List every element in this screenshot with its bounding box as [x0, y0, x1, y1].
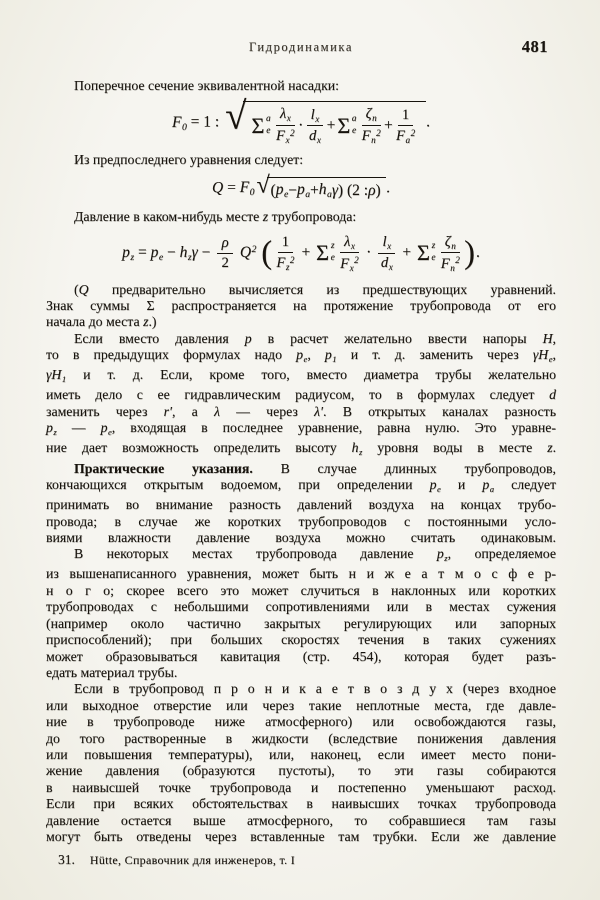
text-line: принимать во внимание разность давлений воздуха на концах трубо-	[46, 497, 556, 513]
text-line: $\gamma H_1$ и т. д. Если, кроме того, вместо диаметра трубы желательно	[46, 367, 556, 385]
text-line: могут быть отведены через вставленные там трубки. Если же давление	[46, 828, 556, 844]
text-line: Практические указания. В случае длинных трубопроводов,	[74, 460, 556, 476]
text-line: ние в трубопроводе ниже атмосферного) или освобождаются газы,	[46, 714, 556, 730]
text-line: до того растворенные в жидкости (вследствие понижения давления	[46, 730, 556, 746]
text-line: Если при всяких обстоятельствах в наивысших точках трубопровода	[46, 796, 556, 812]
formula-pressure-at-z: $p_z = p_e - h_z\gamma$ − $\frac{\rho}{2}$ $Q^2$ ( $\frac{1}{F_z^2}$ + Σ z e $\frac{\lambda_x}{F_x^2}$ · $\frac{l_x}{d_x}$ + Σ z e $\frac{\zeta_n}{F_n^2}$ ).	[122, 233, 480, 273]
text-line: или выходное отверстие или через такие неплотные места, где давле-	[46, 697, 556, 713]
text-line: в наивысшей точке трубопровода и постепенно уменьшают расход.	[46, 779, 556, 795]
text-line: кончающихся открытым водоемом, при определении $p_e$ и $p_a$ следует	[46, 476, 556, 494]
footnote-number: 31.	[58, 852, 75, 868]
text-line: из вышенаписанного уравнения, может быть н и ж е а т м о с ф е р-	[46, 566, 556, 582]
text-line: Если вместо давления p в расчет желательно ввести напоры H,	[74, 330, 556, 346]
text-line: может образовываться кавитация (стр. 454), которая будет разъ-	[46, 648, 556, 664]
text-line: ние дает возможность определить высоту $h_z$ уровня воды в месте z.	[46, 440, 557, 458]
text-line: то в предыдущих формулах надо $p_e$, $p_1$ и т. д. заменить через $\gamma H_e$,	[46, 347, 556, 364]
text-line: провода; в случае же коротких трубопроводов с постоянными усло-	[46, 513, 556, 529]
paragraph	[46, 681, 556, 845]
text-line: трубопроводах с небольшими сопротивлениями или в местах сужения	[46, 599, 556, 615]
formula-equivalent-nozzle: $F_0 = 1$ : √ Σ a e $\frac{\lambda_x}{F_x^2}$ · $\frac{l_x}{d_x}$ + Σ a e $\frac{\zeta_n}{F_n^2}$ + $\frac{1}{F_a^2}$ .	[172, 95, 430, 146]
text-line: едать материал трубы.	[46, 664, 178, 680]
text-line: н о г о; скорее всего это может случиться в наклонных или коротких	[46, 582, 556, 598]
text-line: начала до места z.)	[46, 314, 157, 330]
text-line: Знак суммы Σ распространяется на протяжение трубопровода от его	[46, 297, 556, 313]
paragraph	[46, 546, 556, 681]
text-line: В некоторых местах трубопровода давление $p_z$, определяемое	[74, 546, 556, 564]
page-number: 481	[521, 37, 548, 56]
text-line: (Q предварительно вычисляется из предшествующих уравнений.	[74, 281, 556, 297]
text-line: или повышения температуры), или, наконец, если имеет место пони-	[46, 746, 556, 762]
text-line: виями влажности давление воздуха можно считать одинаковым.	[46, 529, 556, 545]
formula-discharge: $Q = F_0$ √ ( $p_e$ − $p_a$ + $h_a$ γ ) (2 : ρ ) .	[212, 172, 390, 200]
text-line: Если в трубопровод п р о н и к а е т в о з д у х (через входное	[74, 681, 556, 697]
paragraph	[46, 282, 556, 331]
lead-cross-section: Поперечное сечение эквивалентной насадки:	[74, 78, 339, 93]
paragraphs-container	[46, 282, 556, 846]
text-line: иметь дело с ее гидравлическим радиусом, то в формулах следует d	[46, 387, 556, 403]
text-line: (например около частично закрытых регулирующих или запорных	[46, 615, 556, 631]
text-line: жение давления (образуются пустоты), то эти газы собираются	[46, 763, 556, 779]
page-header	[46, 37, 556, 60]
text-line: $p_z$ — $p_e$, входящая в последнее уравнение, равна нулю. Это уравне-	[46, 420, 556, 438]
text-line: приспособлений); при больших скоростях течения в таких сужениях	[46, 632, 556, 648]
lead-pressure: Давление в каком-нибудь месте z трубопровода:	[74, 209, 357, 225]
footnote	[46, 852, 556, 868]
lead-flow-equation: Из предпоследнего уравнения следует:	[74, 152, 304, 168]
footnote-text: Hütte, Справочник для инженеров, т. I	[89, 853, 296, 868]
page-body	[46, 78, 556, 868]
text-line: заменить через r′, а λ — через λ′. В открытых каналах разность	[46, 403, 556, 419]
paragraph	[46, 461, 556, 547]
paragraph	[46, 331, 556, 461]
running-title: Гидродинамика	[248, 40, 354, 54]
text-line: давление остается выше атмосферного, то собравшиеся там газы	[46, 812, 556, 828]
